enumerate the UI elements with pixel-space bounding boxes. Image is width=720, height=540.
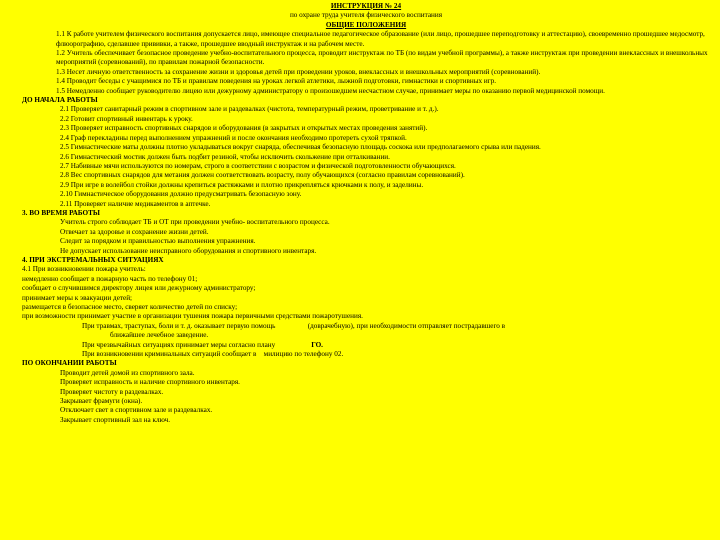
before-item: 2.3 Проверяет исправность спортивных снарядов и оборудования (в закрытых и открытых местах проведения занятий).	[60, 124, 428, 133]
general-item: 1.1 К работе учителем физического воспитания допускается лицо, имеющее специальное педагогическое образование (или лицо, прошедшее переподготовку и аттестацию), своевременно прошедшее медосмотр, флюорографию, сделавшее прививки, а также, прошедшее вводный инструктаж и на рабочем месте.	[56, 30, 705, 48]
section-during-heading: 3. ВО ВРЕМЯ РАБОТЫ	[22, 208, 100, 217]
section-before-heading: ДО НАЧАЛА РАБОТЫ	[22, 96, 98, 105]
after-item: Закрывает спортивный зал на ключ.	[60, 415, 171, 424]
before-item: 2.4 Граф перекладины перед выполнением упражнений и после окончания необходимо протереть сухой тряпкой.	[60, 133, 407, 142]
before-item: 2.8 Вес спортивных снарядов для метания должен соответствовать возрасту, полу обучающихся (согласно правилам соревнований).	[60, 171, 465, 180]
emergency-item: 4.1 При возникновении пожара учитель:	[22, 265, 146, 274]
emergency-item: при возможности принимает участие в организации тушения пожара первичными средствами пожаротушения.	[22, 312, 363, 321]
before-item: 2.11 Проверяет наличие медикаментов в аптечке.	[60, 199, 211, 208]
before-item: 2.6 Гимнастический мостик должен быть подбит резиной, чтобы исключить скольжение при отталкивании.	[60, 152, 390, 161]
section-after-heading: ПО ОКОНЧАНИИ РАБОТЫ	[22, 359, 117, 368]
during-item: Отвечает за здоровье и сохранение жизни детей.	[60, 227, 209, 236]
emergency-item: немедленно сообщает в пожарную часть по телефону 01;	[22, 274, 198, 283]
before-item: 2.1 Проверяет санитарный режим в спортивном зале и раздевалках (чистота, температурный режим, проветривание и т. д.).	[60, 105, 439, 114]
emergency-item: принимает меры к эвакуации детей;	[22, 293, 133, 302]
after-item: Проводит детей домой из спортивного зала.	[60, 368, 195, 377]
doc-subtitle: по охране труда учителя физического воспитания	[289, 11, 443, 20]
general-item: 1.3 Несет личную ответственность за сохранение жизни и здоровья детей при проведении уроков, внеклассных и внешкольных мероприятий (соревнований).	[56, 67, 541, 76]
before-item: 2.7 Набивные мячи используются по номерам, строго в соответствии с возрастом и физической подготовленности обучающихся.	[60, 161, 456, 170]
crim-text: При возникновении криминальных ситуаций сообщает в	[82, 350, 257, 359]
general-item: 1.5 Немедленно сообщает руководителю лицею или дежурному администратору о произошедшем несчастном случае, принимает меры по оказанию первой медицинской помощи.	[56, 86, 605, 95]
injury-line-cont: ближайшее лечебное заведение.	[110, 331, 209, 340]
chs-go: ГО.	[311, 340, 323, 349]
during-item: Учитель строго соблюдает ТБ и ОТ при проведении учебно- воспитательного процесса.	[60, 218, 330, 227]
during-item: Не допускает использование неисправного оборудования и спортивного инвентаря.	[60, 246, 317, 255]
before-item: 2.2 Готовит спортивный инвентарь к уроку.	[60, 114, 193, 123]
emergency-item: размещается в безопасное место, сверяет количество детей по списку;	[22, 303, 238, 311]
before-item: 2.9 При игре в волейбол стойки должны крепиться растяжками и плотно прикрепляться крючками к полу, и заделины.	[60, 180, 424, 189]
crim-phone: милицию по телефону 02.	[263, 350, 344, 359]
after-item: Отключает свет в спортивном зале и раздевалках.	[60, 406, 213, 415]
general-item: 1.4 Проводит беседы с учащимися по ТБ и правилам поведения на уроках легкой атлетики, лыжной подготовки, гимнастики и спортивных игр.	[56, 77, 497, 86]
chs-text: При чрезвычайных ситуациях принимает меры согласно плану	[82, 340, 276, 349]
chs-line	[22, 341, 710, 350]
after-item: Проверяет чистоту в раздевалках.	[60, 387, 164, 396]
during-item: Следит за порядком и правильностью выполнения упражнения.	[60, 237, 256, 246]
before-item: 2.10 Гимнастическое оборудования должно предусматривать безопасную зону.	[60, 190, 302, 199]
before-item: 2.5 Гимнастические маты должны плотно укладываться вокруг снаряда, обеспечивая безопасную площадь соскока или предполагаемого срыва или падения.	[60, 143, 541, 152]
doc-title: ИНСТРУКЦИЯ № 24	[330, 2, 402, 10]
general-item: 1.2 Учитель обеспечивает безопасное проведение учебно-воспитательного процесса, проводит инструктаж по ТБ (по видам учебной программы), а также инструктаж при проведении внеклассных и внешкольных мероприятий (соревнований), по правилам пожарной безопасности.	[56, 49, 708, 67]
section-emergency-heading: 4. ПРИ ЭКСТРЕМАЛЬНЫХ СИТУАЦИЯХ	[22, 255, 164, 264]
injury-line: При травмах, траступах, боли и т. д. оказывает первую помощь (доврачебную), при необходимости отправляет пострадавшего в	[82, 321, 506, 330]
emergency-item: сообщает о случившимся директору лицея или дежурному администратору;	[22, 284, 256, 293]
after-item: Закрывает фрамуги (окна).	[60, 397, 143, 406]
after-item: Проверяет исправность и наличие спортивного инвентаря.	[60, 378, 240, 387]
section-general-heading: ОБЩИЕ ПОЛОЖЕНИЯ	[325, 20, 407, 29]
crim-line	[22, 350, 710, 359]
